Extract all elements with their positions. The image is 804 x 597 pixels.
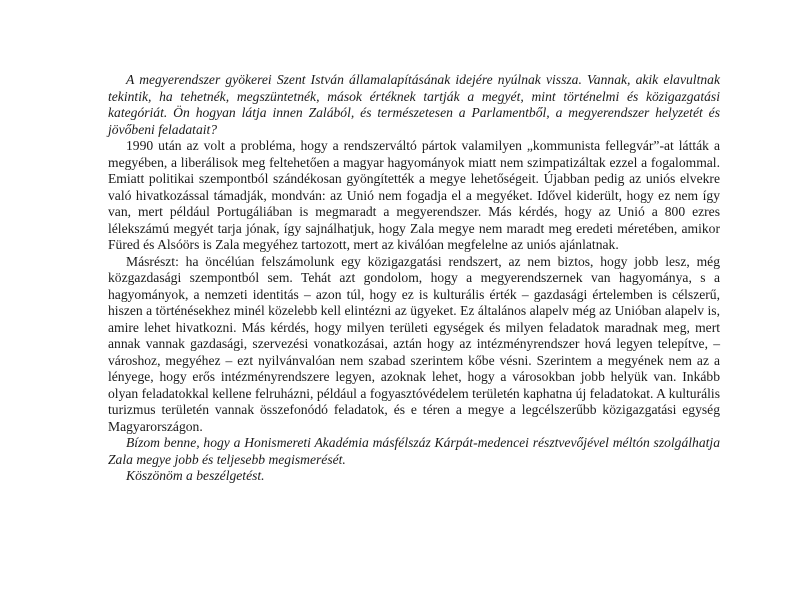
answer-paragraph-2: Másrészt: ha öncélúan felszámolunk egy közigazgatási rendszert, az nem biztos, hogy jobb lesz, még közgazdasági szempontból sem. Tehát azt gondolom, hogy a megyerendszernek van hagyománya, s a hagyományok, a nemzeti identitás – azon túl, hogy ez is kulturális érték – gazdasági értelemben is célszerű, hiszen a történésekhez minél közelebb kell elintézni az ügyeket. Ez általános alapelv még az Unióban alapelv is, amire lehet hivatkozni. Más kérdés, hogy milyen területi egységek és milyen feladatok maradnak meg, mert annak vannak gazdasági, szervezési vonatkozásai, aztán hogy az intézményrendszer hová legyen telepítve, – városhoz, megyéhez – ezt nyilvánvalóan nem szabad szerintem kőbe vésni. Szerintem a megyének nem az a lényege, hogy erős intézményrendszere legyen, azoknak lehet, hogy a városokban jobb helyük van. Inkább olyan feladatokkal kellene felruházni, például a fogyasztóvédelem területén kaphatna új feladatokat. A kulturális turizmus területén vannak összefonódó feladatok, és e téren a megye a legcélszerűbb közigazgatási egység Magyarországon. bbox=[108, 253, 720, 434]
answer-paragraph-1: 1990 után az volt a probléma, hogy a rendszerváltó pártok valamilyen „kommunista fellegvár”-at látták a megyében, a liberálisok meg feltehetően a magyar hagyományok miatt nem szimpatizáltak ezzel a fogalommal. Emiatt politikai szempontból szándékosan gyöngítették a megye lehetőségeit. Újabban pedig az uniós elvekre való hivatkozással támadják, mondván: az Unió nem fogadja el a megyéket. Idővel kiderült, hogy ez nem így van, mert például Portugáliában is megmaradt a megyerendszer. Más kérdés, hogy az Unió a 800 ezres lélekszámú megyét tarja jónak, így sajnálhatjuk, hogy Zala megye nem maradt meg eredeti méretében, amikor Füred és Alsóörs is Zala megyéhez tartozott, mert az kiválóan megfelelne az uniós ajánlatnak. bbox=[108, 138, 720, 252]
thanks-line: Köszönöm a beszélgetést. bbox=[126, 468, 265, 483]
closing-remark: Bízom benne, hogy a Honismereti Akadémia másfélszáz Kárpát-medencei résztvevőjével méltón szolgálhatja Zala megye jobb és teljesebb megismerését. bbox=[108, 435, 720, 467]
document-page bbox=[108, 72, 720, 485]
interview-question: A megyerendszer gyökerei Szent István államalapításának idejére nyúlnak vissza. Vannak, akik elavultnak tekintik, ha tehetnék, megszüntetnék, mások értéknek tartják a megyét, mint történelmi és közigazgatási kategóriát. Ön hogyan látja innen Zalából, és természetesen a Parlamentből, a megyerendszer helyzetét és jövőbeni feladatait? bbox=[108, 72, 720, 137]
